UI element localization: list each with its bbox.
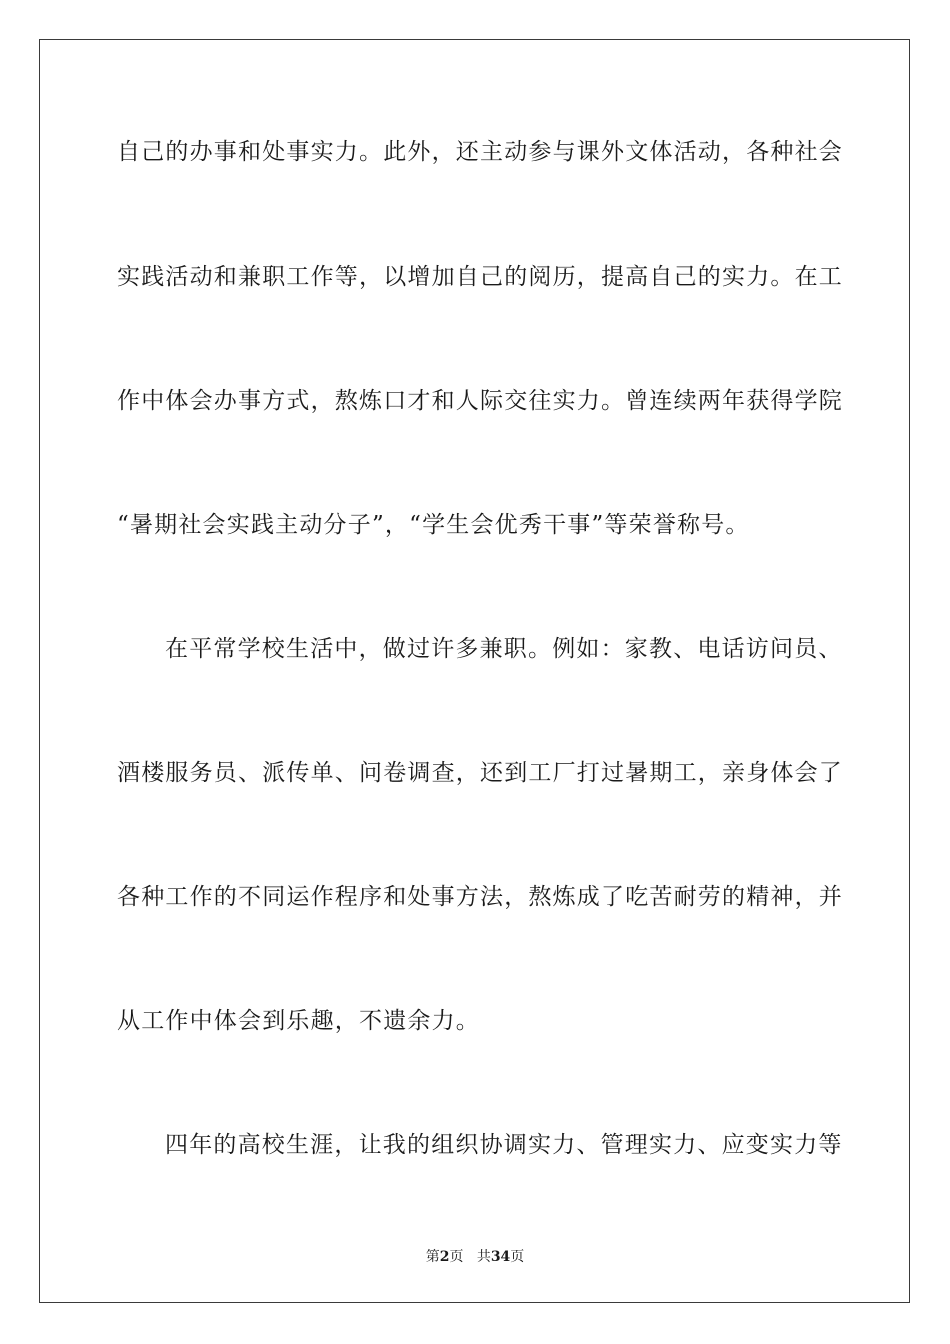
page-footer: [0, 1248, 950, 1266]
paragraph-2-line-4: 从工作中体会到乐趣，不遗余力。: [117, 1008, 480, 1034]
paragraph-3-line-1: 四年的高校生涯，让我的组织协调实力、管理实力、应变实力等: [165, 1132, 843, 1158]
footer-total-pages: 34: [490, 1249, 511, 1265]
footer-total-suffix: 页: [510, 1249, 525, 1265]
text-line-2: 实践活动和兼职工作等，以增加自己的阅历，提高自己的实力。在工: [117, 264, 843, 290]
paragraph-2-line-1: 在平常学校生活中，做过许多兼职。例如：家教、电话访问员、: [165, 636, 843, 662]
footer-page-number: 2: [439, 1249, 450, 1265]
footer-page-suffix: 页: [449, 1249, 464, 1265]
footer-total-prefix: 共: [476, 1249, 491, 1265]
text-line-4: “暑期社会实践主动分子”，“学生会优秀干事”等荣誉称号。: [117, 512, 750, 538]
page-border: [39, 39, 910, 1303]
footer-page-prefix: 第: [425, 1249, 440, 1265]
text-line-3: 作中体会办事方式，熬炼口才和人际交往实力。曾连续两年获得学院: [117, 388, 843, 414]
paragraph-2-line-3: 各种工作的不同运作程序和处事方法，熬炼成了吃苦耐劳的精神，并: [117, 884, 843, 910]
paragraph-2-line-2: 酒楼服务员、派传单、问卷调查，还到工厂打过暑期工，亲身体会了: [117, 760, 843, 786]
text-line-1: 自己的办事和处事实力。此外，还主动参与课外文体活动，各种社会: [117, 139, 843, 165]
